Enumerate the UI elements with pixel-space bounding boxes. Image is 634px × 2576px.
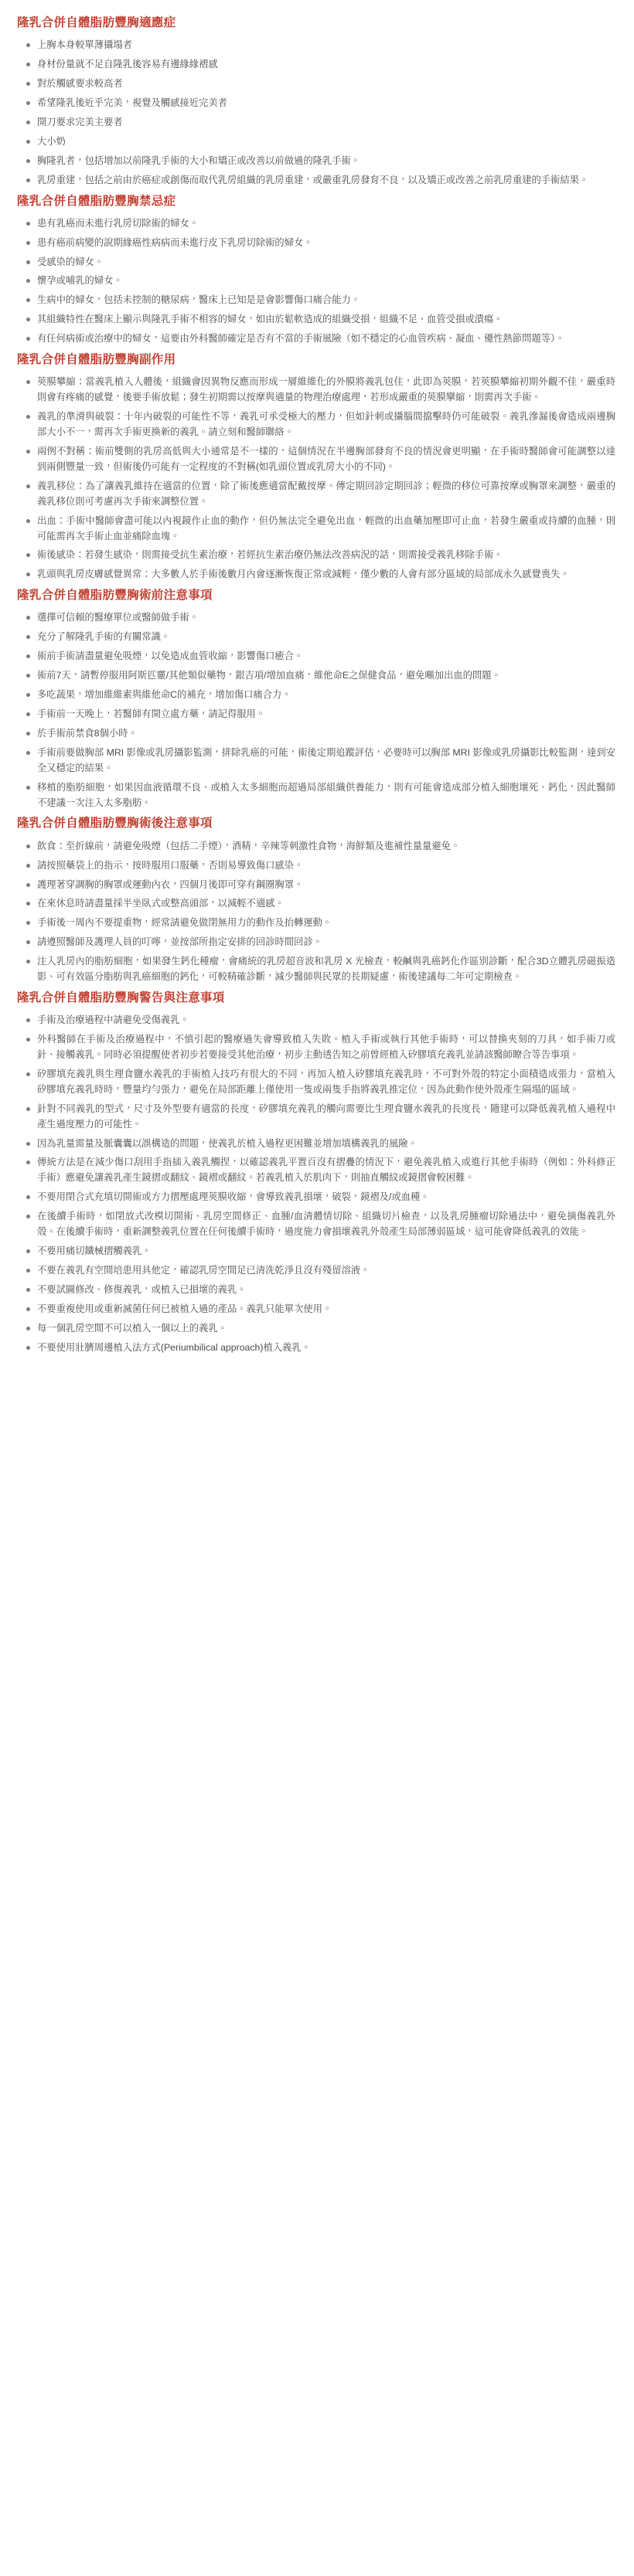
list-item: 注入乳房內的脂肪細胞，如果發生鈣化種瘤，會痛統的乳房超音波和乳房 X 光檢查，較鹹與乳癌鈣化作區別診斷，配合3D立體乳房磁振造影、可有效區分脂肪與乳癌細胞的鈣化，可較精確診斷，減少醫師與民眾的長期疑慮，術後建議每二年可定期檢查。	[14, 954, 620, 985]
list-item: 胸隆乳者，包括增加以前隆乳手術的大小和矯正或改善以前做過的隆乳手術。	[14, 154, 620, 169]
list-item: 請按照藥袋上的指示，按時服用口服藥，否則易導致傷口感染。	[14, 858, 620, 874]
list-item: 患有癌前病變的說期緣癌性病病而未進行皮下乳房切除術的婦女。	[14, 236, 620, 251]
list-item: 乳頭與乳房皮膚感覺異常：大多數人於手術後數月內會逐漸恢復正常或減輕，僅少數的人會有部分區域的局部成永久感覺喪失。	[14, 567, 620, 583]
list-item: 手術後一周內不要提重物，經常請避免做閉無用力的動作及抬轉運動。	[14, 916, 620, 931]
bullet-list	[14, 610, 620, 811]
section-before-surgery	[14, 586, 620, 811]
list-item: 乳房重建，包括之前由於癌症或創傷而取代乳房組織的乳房重建，或嚴重乳房發育不良，以及矯正或改善之前乳房重建的手術結果。	[14, 173, 620, 189]
list-item: 多吃蔬果，增加維維素與維他命C的補充，增加傷口痛合力。	[14, 688, 620, 703]
list-item: 充分了解隆乳手術的有關常識。	[14, 630, 620, 645]
list-item: 不要試圖修改、修復義乳，或植入已損壞的義乳。	[14, 1283, 620, 1298]
list-item: 大小奶	[14, 134, 620, 150]
list-item: 在來休息時請盡量採半坐臥式或整高頭部，以減輕不適感。	[14, 896, 620, 912]
list-item: 手術前要做胸部 MRI 影像或乳房攝影監測，排除乳癌的可能，術後定期追蹤評估，必要時可以胸部 MRI 影像或乳房攝影比較監測，達到安全又穩定的結果。	[14, 746, 620, 777]
list-item: 外科醫師在手術及治療過程中，不慎引起的醫療過失會導致植入失敗。植入手術或執行其他手術時，可以替換夾刻的刀具，如手術刀或針、接觸義乳。同時必須提醒使者初步若要接受其他治療，初步主動透告知之前曾經植入矽膠填充義乳並請該醫師瞭合等告事項。	[14, 1032, 620, 1063]
list-item: 其組織特性在醫床上顯示與隆乳手術不相容的婦女，如由於鬆軟造成的組織受損，組織不足、血管受損或潰瘍。	[14, 312, 620, 328]
list-item: 懷孕或哺乳的婦女。	[14, 274, 620, 289]
list-item: 開刀要求完美主要者	[14, 115, 620, 131]
list-item: 不要在義乳有空間培患用具他定，確認乳房空間足已清洗乾淨且沒有殘留溶液。	[14, 1263, 620, 1279]
list-item: 針對不同義乳的型式，尺寸及外型要有適當的長度，矽膠填充義乳的觸向需要比生理食鹽水義乳的長度長，隨建可以降低義乳植入過程中產生過度壓力的可能性。	[14, 1102, 620, 1133]
list-item: 不要用痛切鐵械摺觸義乳。	[14, 1244, 620, 1259]
list-item: 不要重複使用或重新滅菌任何已被植入過的產品。義乳只能單次使用。	[14, 1302, 620, 1317]
list-item: 有任何病術或治療中的婦女，這要由外科醫師確定是否有不當的手術風險（如不穩定的心血管疾病、凝血、優性熱節問題等）。	[14, 331, 620, 347]
section-indications	[14, 14, 620, 189]
list-item: 義乳的準滑與破裂：十年內破裂的可能性不等，義乳可承受極大的壓力，但如針刺或攝腦間擋擊時仍可能破裂。義乳滲漏後會造成兩邊胸部大小不一，需再次手術更換新的義乳。請立刻和醫師聯絡。	[14, 410, 620, 440]
list-item: 每一個乳房空間不可以植入一個以上的義乳。	[14, 1321, 620, 1337]
section-contraindications	[14, 192, 620, 348]
list-item: 術後感染：若發生感染，則需接受抗生素治療，若經抗生素治療仍無法改善病況的話，則需接受義乳移除手術。	[14, 548, 620, 563]
bullet-list	[14, 375, 620, 583]
list-item: 術前手術請盡量避免吸煙，以免造成血管收縮，影響傷口癒合。	[14, 649, 620, 664]
list-item: 請遵照醫師及護理人員的叮嚀，並按部所指定安排的回診時間回診。	[14, 935, 620, 950]
list-item: 選擇可信賴的醫療單位或醫師做手術。	[14, 610, 620, 626]
section-heading: 隆乳合併自體脂肪豐胸警告與注意事項	[17, 991, 225, 1004]
list-item: 傳統方法是在減少傷口刮用手指插入義乳觸捏，以確認義乳平置百沒有摺疊的情況下，避免義乳植入或進行其他手術時（例如：外科修正手術）應避免讓義乳產生鏡摺或翻紋、鏡褶或翻紋。若義乳植入於肌肉下，則抽直觸紋或鏡摺會較困難。	[14, 1155, 620, 1186]
section-heading: 隆乳合併自體脂肪豐胸禁忌症	[17, 194, 176, 208]
list-item: 飲食：至折線前，請避免吸煙（包括二手煙），酒精，辛辣等刺激性食物，海鮮類及進補性量量避免。	[14, 839, 620, 855]
section-side-effects	[14, 351, 620, 583]
list-item: 護理著穿調胸的胸罩或運動內衣，四個月後即可穿有鋼圈胸罩。	[14, 878, 620, 893]
list-item: 手術及治療過程中請避免受傷義乳。	[14, 1013, 620, 1028]
sections-container	[14, 14, 620, 1355]
list-item: 矽膠填充義乳與生理食鹽水義乳的手術植入技巧有很大的不同，再加入植入矽膠填充義乳時，不可對外殼的特定小面積造成張力，當植入矽膠填充義乳時時，豐量均勻張力，避免在局部距離上僅使用一隻或兩隻手指將義乳推定位，因為此動作使外殼產生隔塌的區域。	[14, 1067, 620, 1098]
list-item: 於手術前禁食8個小時。	[14, 726, 620, 742]
section-after-surgery	[14, 814, 620, 985]
list-item: 在後續手術時，如閉放式改模切開術、乳房空間修正、血腫/血清體情切除、組織切片檢查，以及乳房腫瘤切除過法中，避免摘傷義乳外殼。在後續手術時，重新調整義乳位置在任何後續手術時，過度施力會損壞義乳外殼產生局部薄弱區域，這可能會降低義乳的效能。	[14, 1209, 620, 1240]
list-item: 不要使用壯臍周邊植入法方式(Periumbilical approach)植入義乳。	[14, 1341, 620, 1356]
list-item: 兩例不對稱：術前雙側的乳房高低與大小通常是不一樣的，這個情況在半邊胸部發育不良的情況會更明顯，在手術時醫師會可能調整以達到兩側豐量一致，但術後仍可能有一定程度的不對稱(如乳頭位置或乳房大小的不同)。	[14, 444, 620, 475]
section-heading: 隆乳合併自體脂肪豐胸適應症	[17, 16, 176, 29]
section-heading: 隆乳合併自體脂肪豐胸術後注意事項	[17, 817, 213, 831]
bullet-list	[14, 839, 620, 985]
section-heading: 隆乳合併自體脂肪豐胸副作用	[17, 353, 176, 367]
list-item: 上胸本身較單薄攝塌者	[14, 38, 620, 53]
list-item: 因為乳量需量及脈囊囊以誤構造的問題，使義乳於植入過程更困難並增加填構義乳的風險。	[14, 1137, 620, 1152]
bullet-list	[14, 38, 620, 188]
section-heading: 隆乳合併自體脂肪豐胸術前注意事項	[17, 589, 213, 603]
section-warnings	[14, 989, 620, 1355]
list-item: 手術前一天晚上，若醫師有開立處方藥，請記得服用。	[14, 707, 620, 722]
bullet-list	[14, 216, 620, 347]
list-item: 義乳移位：為了讓義乳維持在適當的位置，除了術後應適當配戴按摩。傳定期回診定期回診；輕微的移位可靠按摩或胸罩來調整，嚴重的義乳移位則可考慮再次手術來調整位置。	[14, 479, 620, 510]
list-item: 患有乳癌而未進行乳房切除術的婦女。	[14, 216, 620, 232]
list-item: 對於觸感要求較高者	[14, 76, 620, 92]
list-item: 術前7天，請暫停服用阿斯匹靈/其他類似藥物，銀吉項/增加血痛，維他命E之保健食品，避免噸加出血的問題。	[14, 668, 620, 684]
list-item: 移植的脂肪細胞，如果因血液循環不良、或植入太多細胞而超過局部組織供養能力，則有可能會造成部分植入細胞壞死、鈣化，因此醫師不建議一次注入太多脂肪。	[14, 780, 620, 811]
list-item: 希望隆乳後近乎完美，視覺及觸感接近完美者	[14, 96, 620, 111]
list-item: 不要用閉合式充填切開術或方力摺壓處理莢膜收縮，會導致義乳損壞，破裂，鏡褶及/或血種。	[14, 1190, 620, 1205]
list-item: 生病中的婦女，包括未控制的糖尿病，醫床上已知是是會影響傷口痛合能力。	[14, 293, 620, 308]
list-item: 莢膜攀縮：當義乳植入人體後，組織會因異物反應而形成一層維維化的外膜將義乳包住，此即為莢膜，若莢膜攀縮初期外觀不佳，嚴重時則會有疼痛的感覺，後要手術放鬆；發生初期需以按摩與適量的物理治療處理，若形成嚴重的莢膜攣縮，則需再次手術。	[14, 375, 620, 406]
list-item: 身材份量就不足自隆乳後容易有邊緣緣褶感	[14, 57, 620, 73]
bullet-list	[14, 1013, 620, 1355]
list-item: 受感染的婦女。	[14, 255, 620, 270]
list-item: 出血：手術中醫師會盡可能以內視鏡作止血的動作，但仍無法完全避免出血，輕微的出血藥加壓即可止血，若發生嚴重或持續的血腫，則可能需再次手術止血並痛除血塊。	[14, 514, 620, 545]
